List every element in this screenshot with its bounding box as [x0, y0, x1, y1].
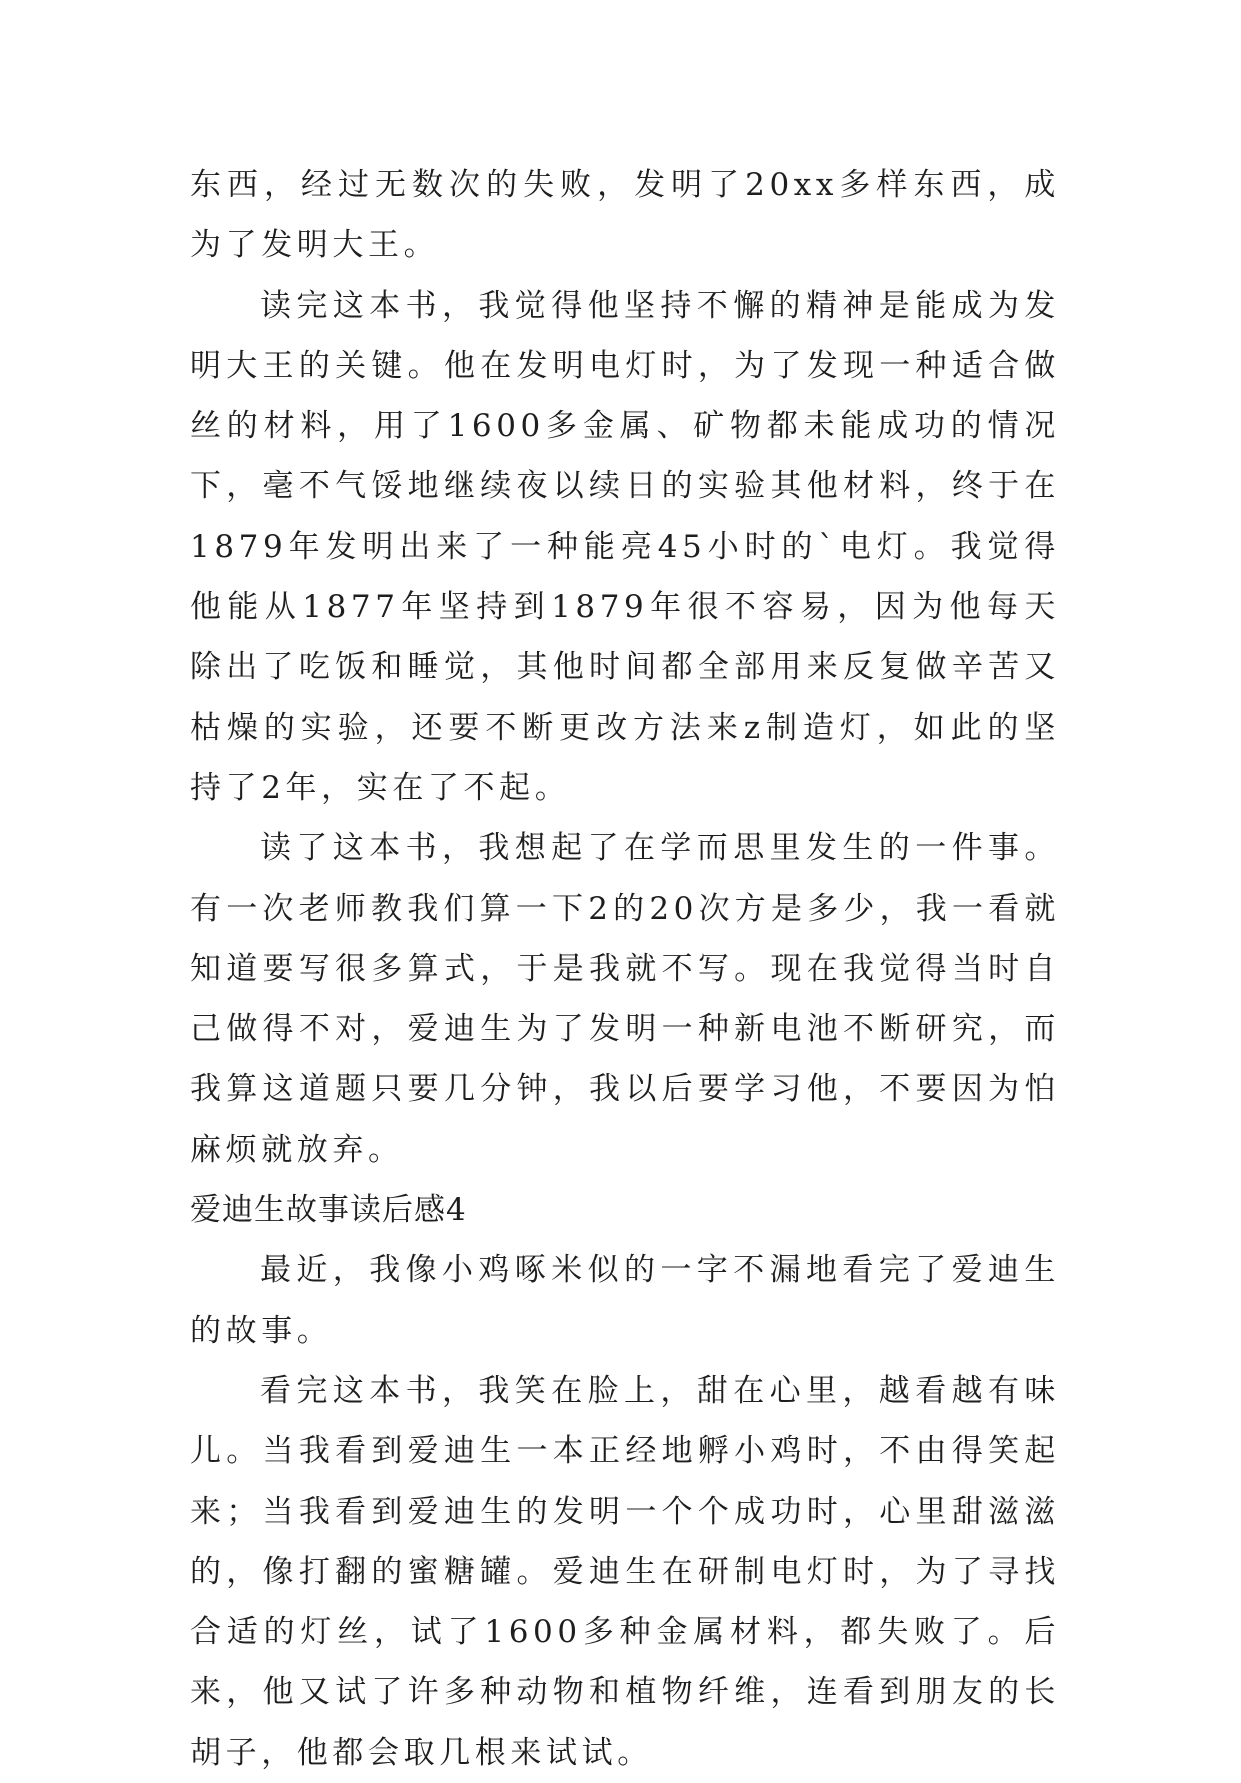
- paragraph-body: 读完这本书，我觉得他坚持不懈的精神是能成为发明大王的关键。他在发明电灯时，为了发现一种适合做丝的材料，用了1600多金属、矿物都未能成功的情况下，毫不气馁地继续夜以续日的实验其他材料，终于在1879年发明出来了一种能亮45小时的`电灯。我觉得他能从1877年坚持到1879年很不容易，因为他每天除出了吃饭和睡觉，其他时间都全部用来反复做辛苦又枯燥的实验，还要不断更改方法来z制造灯，如此的坚持了2年，实在了不起。: [190, 287, 1060, 806]
- paragraph-body: 看完这本书，我笑在脸上，甜在心里，越看越有味儿。当我看到爱迪生一本正经地孵小鸡时，不由得笑起来；当我看到爱迪生的发明一个个成功时，心里甜滋滋的，像打翻的蜜糖罐。爱迪生在研制电灯时，为了寻找合适的灯丝，试了1600多种金属材料，都失败了。后来，他又试了许多种动物和植物纤维，连看到朋友的长胡子，他都会取几根来试试。: [190, 1372, 1060, 1771]
- paragraph-body: 读了这本书，我想起了在学而思里发生的一件事。有一次老师教我们算一下2的20次方是多少，我一看就知道要写很多算式，于是我就不写。现在我觉得当时自己做得不对，爱迪生为了发明一种新电池不断研究，而我算这道题只要几分钟，我以后要学习他，不要因为怕麻烦就放弃。: [190, 830, 1060, 1168]
- document-body: [190, 155, 1060, 1783]
- paragraph-continuation: 东西，经过无数次的失败，发明了20xx多样东西，成为了发明大王。: [190, 167, 1060, 264]
- section-heading: 爱迪生故事读后感4: [190, 1192, 467, 1229]
- paragraph-body: 最近，我像小鸡啄米似的一字不漏地看完了爱迪生的故事。: [190, 1252, 1060, 1349]
